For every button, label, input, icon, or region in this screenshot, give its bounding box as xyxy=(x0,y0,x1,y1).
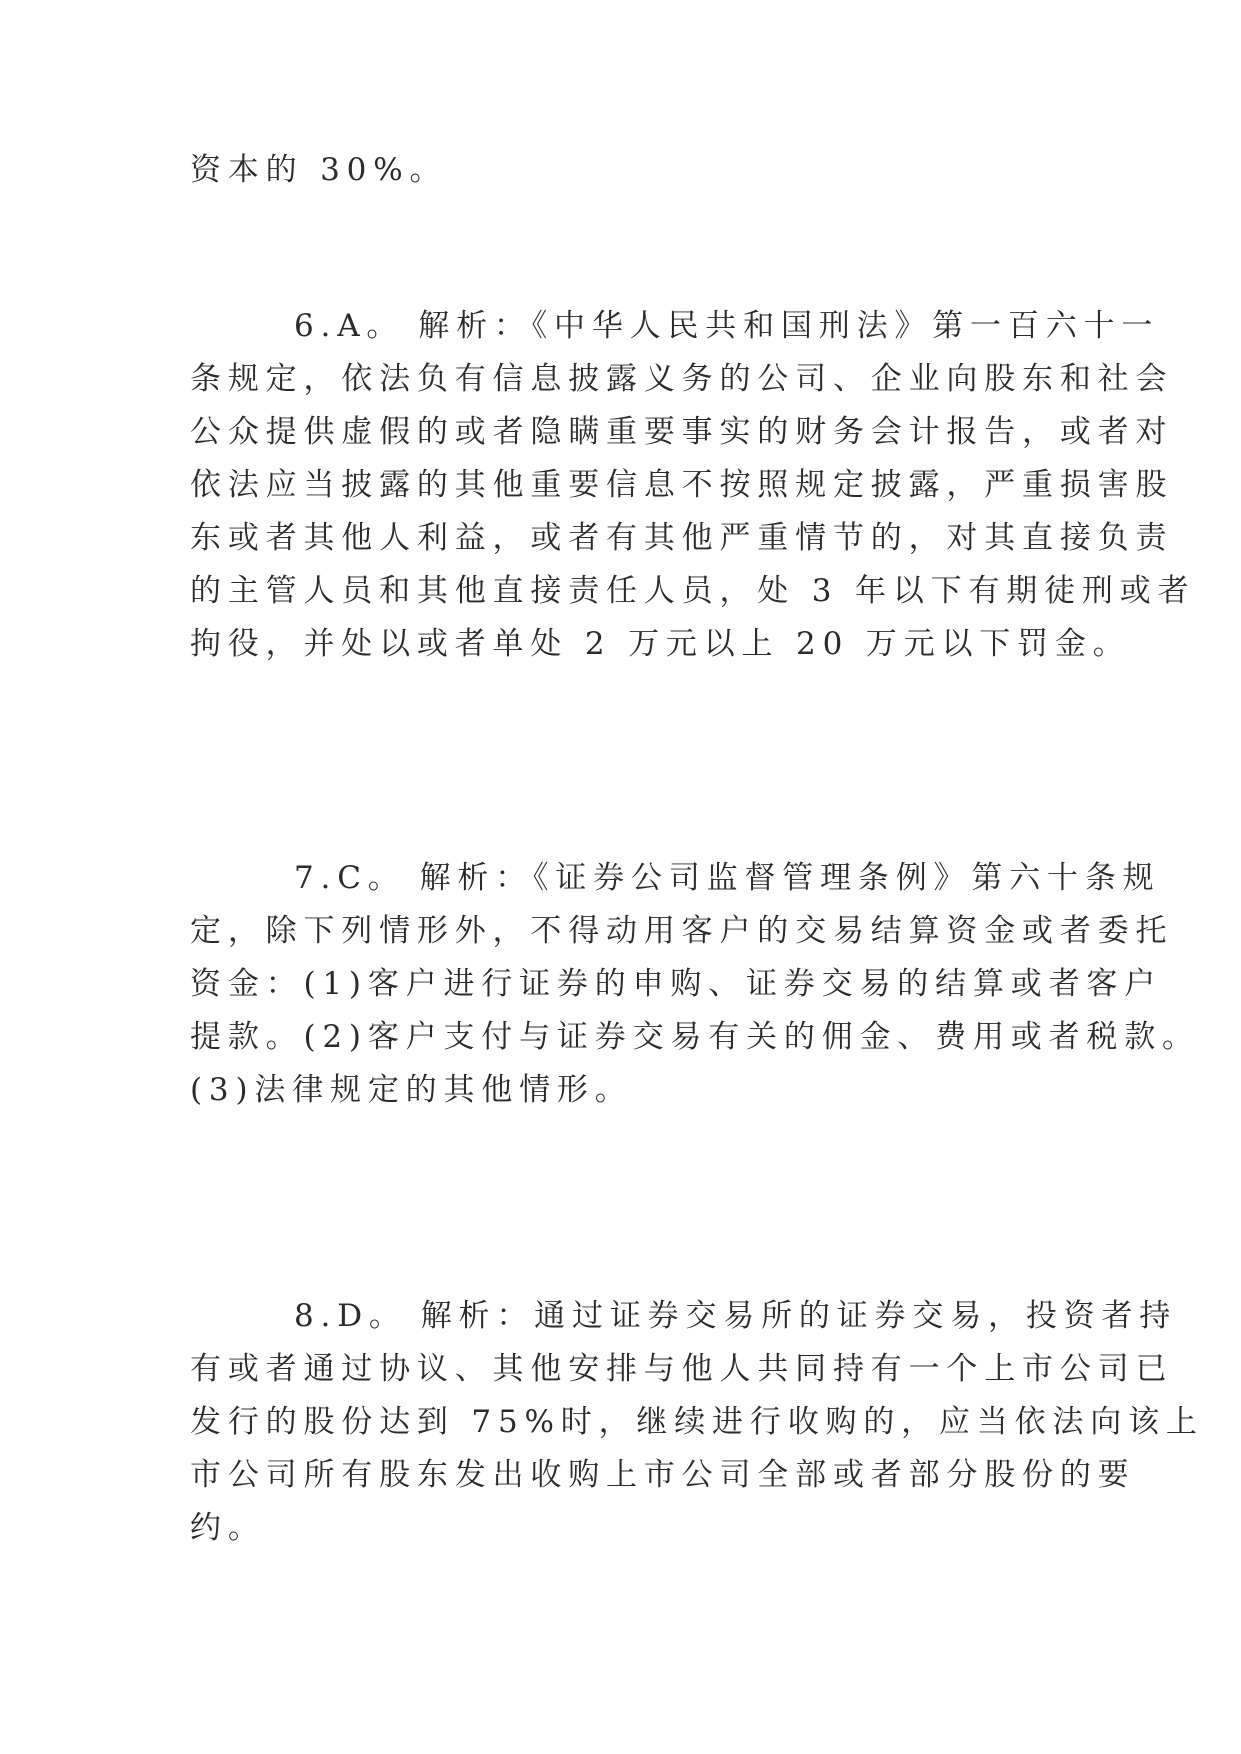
line-text: 条规定，依法负有信息披露义务的公司、企业向股东和社会 xyxy=(190,361,1174,397)
paragraph-line xyxy=(190,1017,1200,1057)
line-text: 提款。(2)客户支付与证券交易有关的佣金、费用或者税款。 xyxy=(190,1019,1200,1055)
line-text: 解析：《中华人民共和国刑法》第一百六十一 xyxy=(418,308,1160,344)
answer-label: 7.C。 xyxy=(294,860,406,896)
paragraph-line xyxy=(190,1402,1204,1442)
line-text: 的主管人员和其他直接责任人员，处 3 年以下有期徒刑或者 xyxy=(190,573,1196,609)
line-text: 公众提供虚假的或者隐瞒重要事实的财务会计报告，或者对 xyxy=(190,414,1174,450)
line-text: 拘役，并处以或者单处 2 万元以上 20 万元以下罚金。 xyxy=(190,626,1131,662)
paragraph-line xyxy=(190,624,1131,664)
paragraph-line xyxy=(190,964,1162,1004)
line-text: 资金：(1)客户进行证券的申购、证券交易的结算或者客户 xyxy=(190,966,1163,1002)
paragraph-first-line xyxy=(294,306,1159,346)
paragraph-line xyxy=(190,359,1173,399)
paragraph-line xyxy=(190,465,1173,505)
line-text: (3)法律规定的其他情形。 xyxy=(190,1072,633,1108)
line-text: 有或者通过协议、其他安排与他人共同持有一个上市公司已 xyxy=(190,1351,1174,1387)
paragraph-line xyxy=(190,1349,1173,1389)
line-text: 约。 xyxy=(190,1510,266,1546)
paragraph-line xyxy=(190,1455,1136,1495)
paragraph-line xyxy=(190,150,447,190)
line-text: 发行的股份达到 75%时，继续进行收购的，应当依法向该上 xyxy=(190,1404,1204,1440)
paragraph-first-line xyxy=(294,1296,1177,1336)
line-text: 依法应当披露的其他重要信息不按照规定披露，严重损害股 xyxy=(190,467,1174,503)
paragraph-line xyxy=(190,518,1173,558)
paragraph-line xyxy=(190,1508,266,1548)
answer-label: 8.D。 xyxy=(294,1298,407,1334)
line-text: 东或者其他人利益，或者有其他严重情节的，对其直接负责 xyxy=(190,520,1174,556)
paragraph-line xyxy=(190,1070,633,1110)
paragraph-line xyxy=(190,412,1173,452)
line-text: 定，除下列情形外，不得动用客户的交易结算资金或者委托 xyxy=(190,913,1174,949)
line-text: 解析：《证券公司监督管理条例》第六十条规 xyxy=(419,860,1161,896)
line-text: 市公司所有股东发出收购上市公司全部或者部分股份的要 xyxy=(190,1457,1136,1493)
paragraph-line xyxy=(190,571,1195,611)
answer-label: 6.A。 xyxy=(294,308,405,344)
line-text: 解析：通过证券交易所的证券交易，投资者持 xyxy=(420,1298,1178,1334)
paragraph-first-line xyxy=(294,858,1160,898)
line-text: 资本的 30%。 xyxy=(190,152,448,188)
paragraph-line xyxy=(190,911,1173,951)
